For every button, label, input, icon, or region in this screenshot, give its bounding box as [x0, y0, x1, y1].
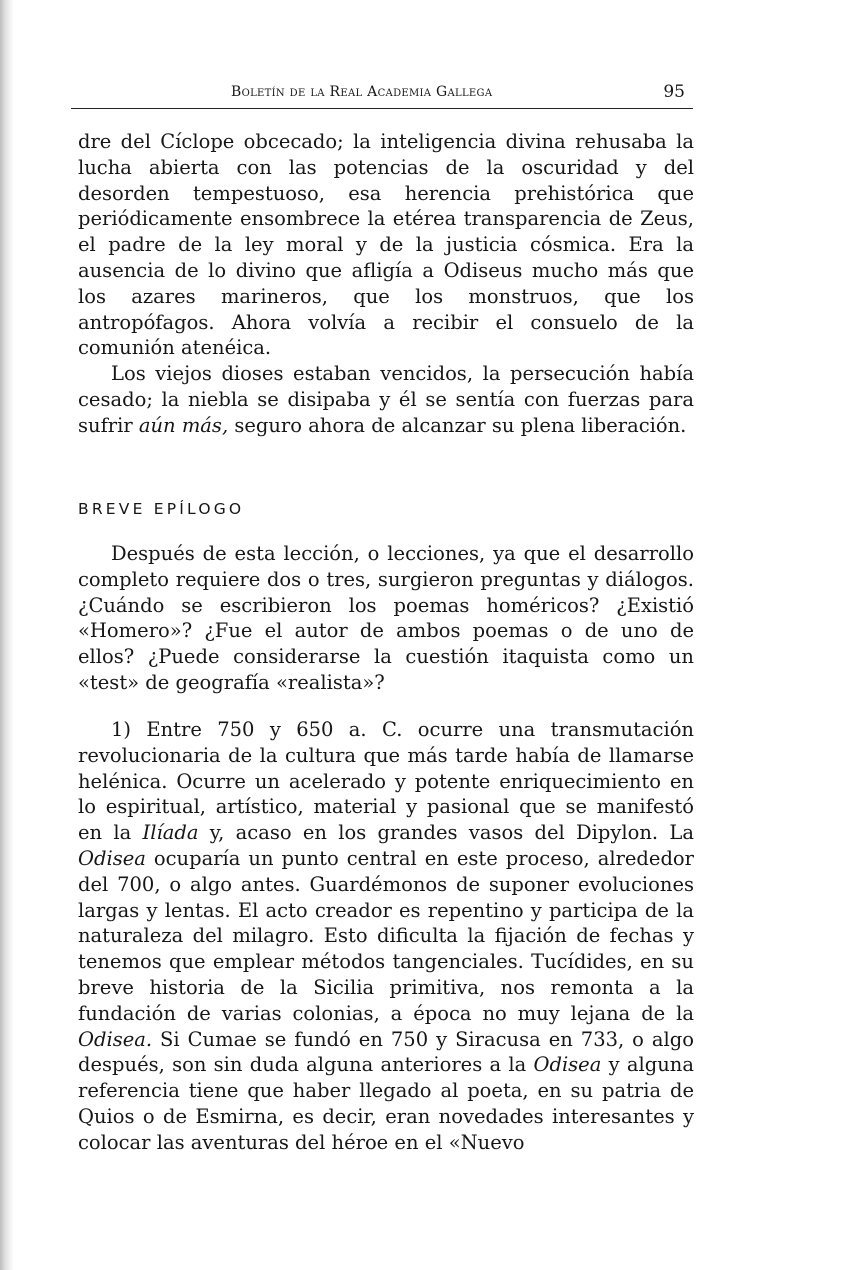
section-heading: BREVE EPÍLOGO: [78, 500, 245, 518]
paragraph-4-text-i: y alguna referencia tiene que haber llegado al poeta, en su patria de Quios o de Esmirna, es decir, eran novedades interesantes y colocar las aventuras del héroe en el «Nuevo: [78, 1053, 694, 1154]
paragraph-2-text-a: Los viejos dioses estaban vencidos, la persecución había cesado; la niebla se disipaba y él se sentía con fuerzas para sufrir: [78, 362, 694, 437]
paragraph-4-text-c: y, acaso en los grandes vasos del Dipylon. La: [198, 821, 694, 845]
running-head: Boletín de la Real Academia Gallega: [231, 84, 493, 100]
scan-edge-shadow: [0, 0, 14, 1270]
paragraph-4-text-e: ocuparía un punto central en este proceso, alrededor del 700, o algo antes. Guardémonos de suponer evoluciones largas y lentas. El acto creador es repentino y participa de la naturaleza del milagro. Esto dificulta la fijación de fechas y tenemos que emplear métodos tangenciales. Tucídides, en su breve historia de la Sicilia primitiva, nos remonta a la fundación de varias colonias, a época no muy lejana de la: [78, 846, 694, 1025]
paragraph-4-italic-odisea-3: Odisea: [533, 1053, 602, 1077]
paragraph-3: Después de esta lección, o lecciones, ya que el desarrollo completo requiere dos o tres, surgieron preguntas y diálogos. ¿Cuándo se escribieron los poemas homéricos? ¿Existió «Homero»? ¿Fue el autor de ambos poemas o de uno de ellos? ¿Puede considerarse la cuestión itaquista como un «test» de geografía «realista»?: [78, 542, 694, 694]
paragraph-4-italic-odisea-1: Odisea: [78, 846, 146, 870]
paragraph-4: [78, 717, 694, 1156]
page-header: [71, 80, 693, 109]
paragraph-2-text-c: seguro ahora de alcanzar su plena liberación.: [228, 413, 687, 437]
paragraph-4-italic-odisea-2: Odisea.: [78, 1027, 153, 1051]
paragraph-4-text-g: Si Cumae se fundó en 750 y Siracusa en 733, o algo después, son sin duda alguna anteriores a la: [78, 1027, 694, 1077]
paragraph-2: [78, 361, 694, 438]
page-number: 95: [663, 82, 685, 102]
paragraph-4-text-a: 1) Entre 750 y 650 a. C. ocurre una transmutación revolucionaria de la cultura que más tarde había de llamarse helénica. Ocurre un acelerado y potente enriquecimiento en lo espiritual, artístico, material y pasional que se manifestó en la: [78, 718, 694, 845]
paragraph-4-italic-iliada: Ilíada: [142, 821, 199, 845]
paragraph-1: dre del Cíclope obcecado; la inteligencia divina rehusaba la lucha abierta con las potencias de la oscuridad y del desorden tempestuoso, esa herencia prehistórica que periódicamente ensombrece la etérea transparencia de Zeus, el padre de la ley moral y de la justicia cósmica. Era la ausencia de lo divino que afligía a Odiseus mucho más que los azares marineros, que los monstruos, que los antropófagos. Ahora volvía a recibir el consuelo de la comunión atenéica.: [78, 130, 694, 360]
paragraph-2-italic: aún más,: [138, 413, 229, 437]
